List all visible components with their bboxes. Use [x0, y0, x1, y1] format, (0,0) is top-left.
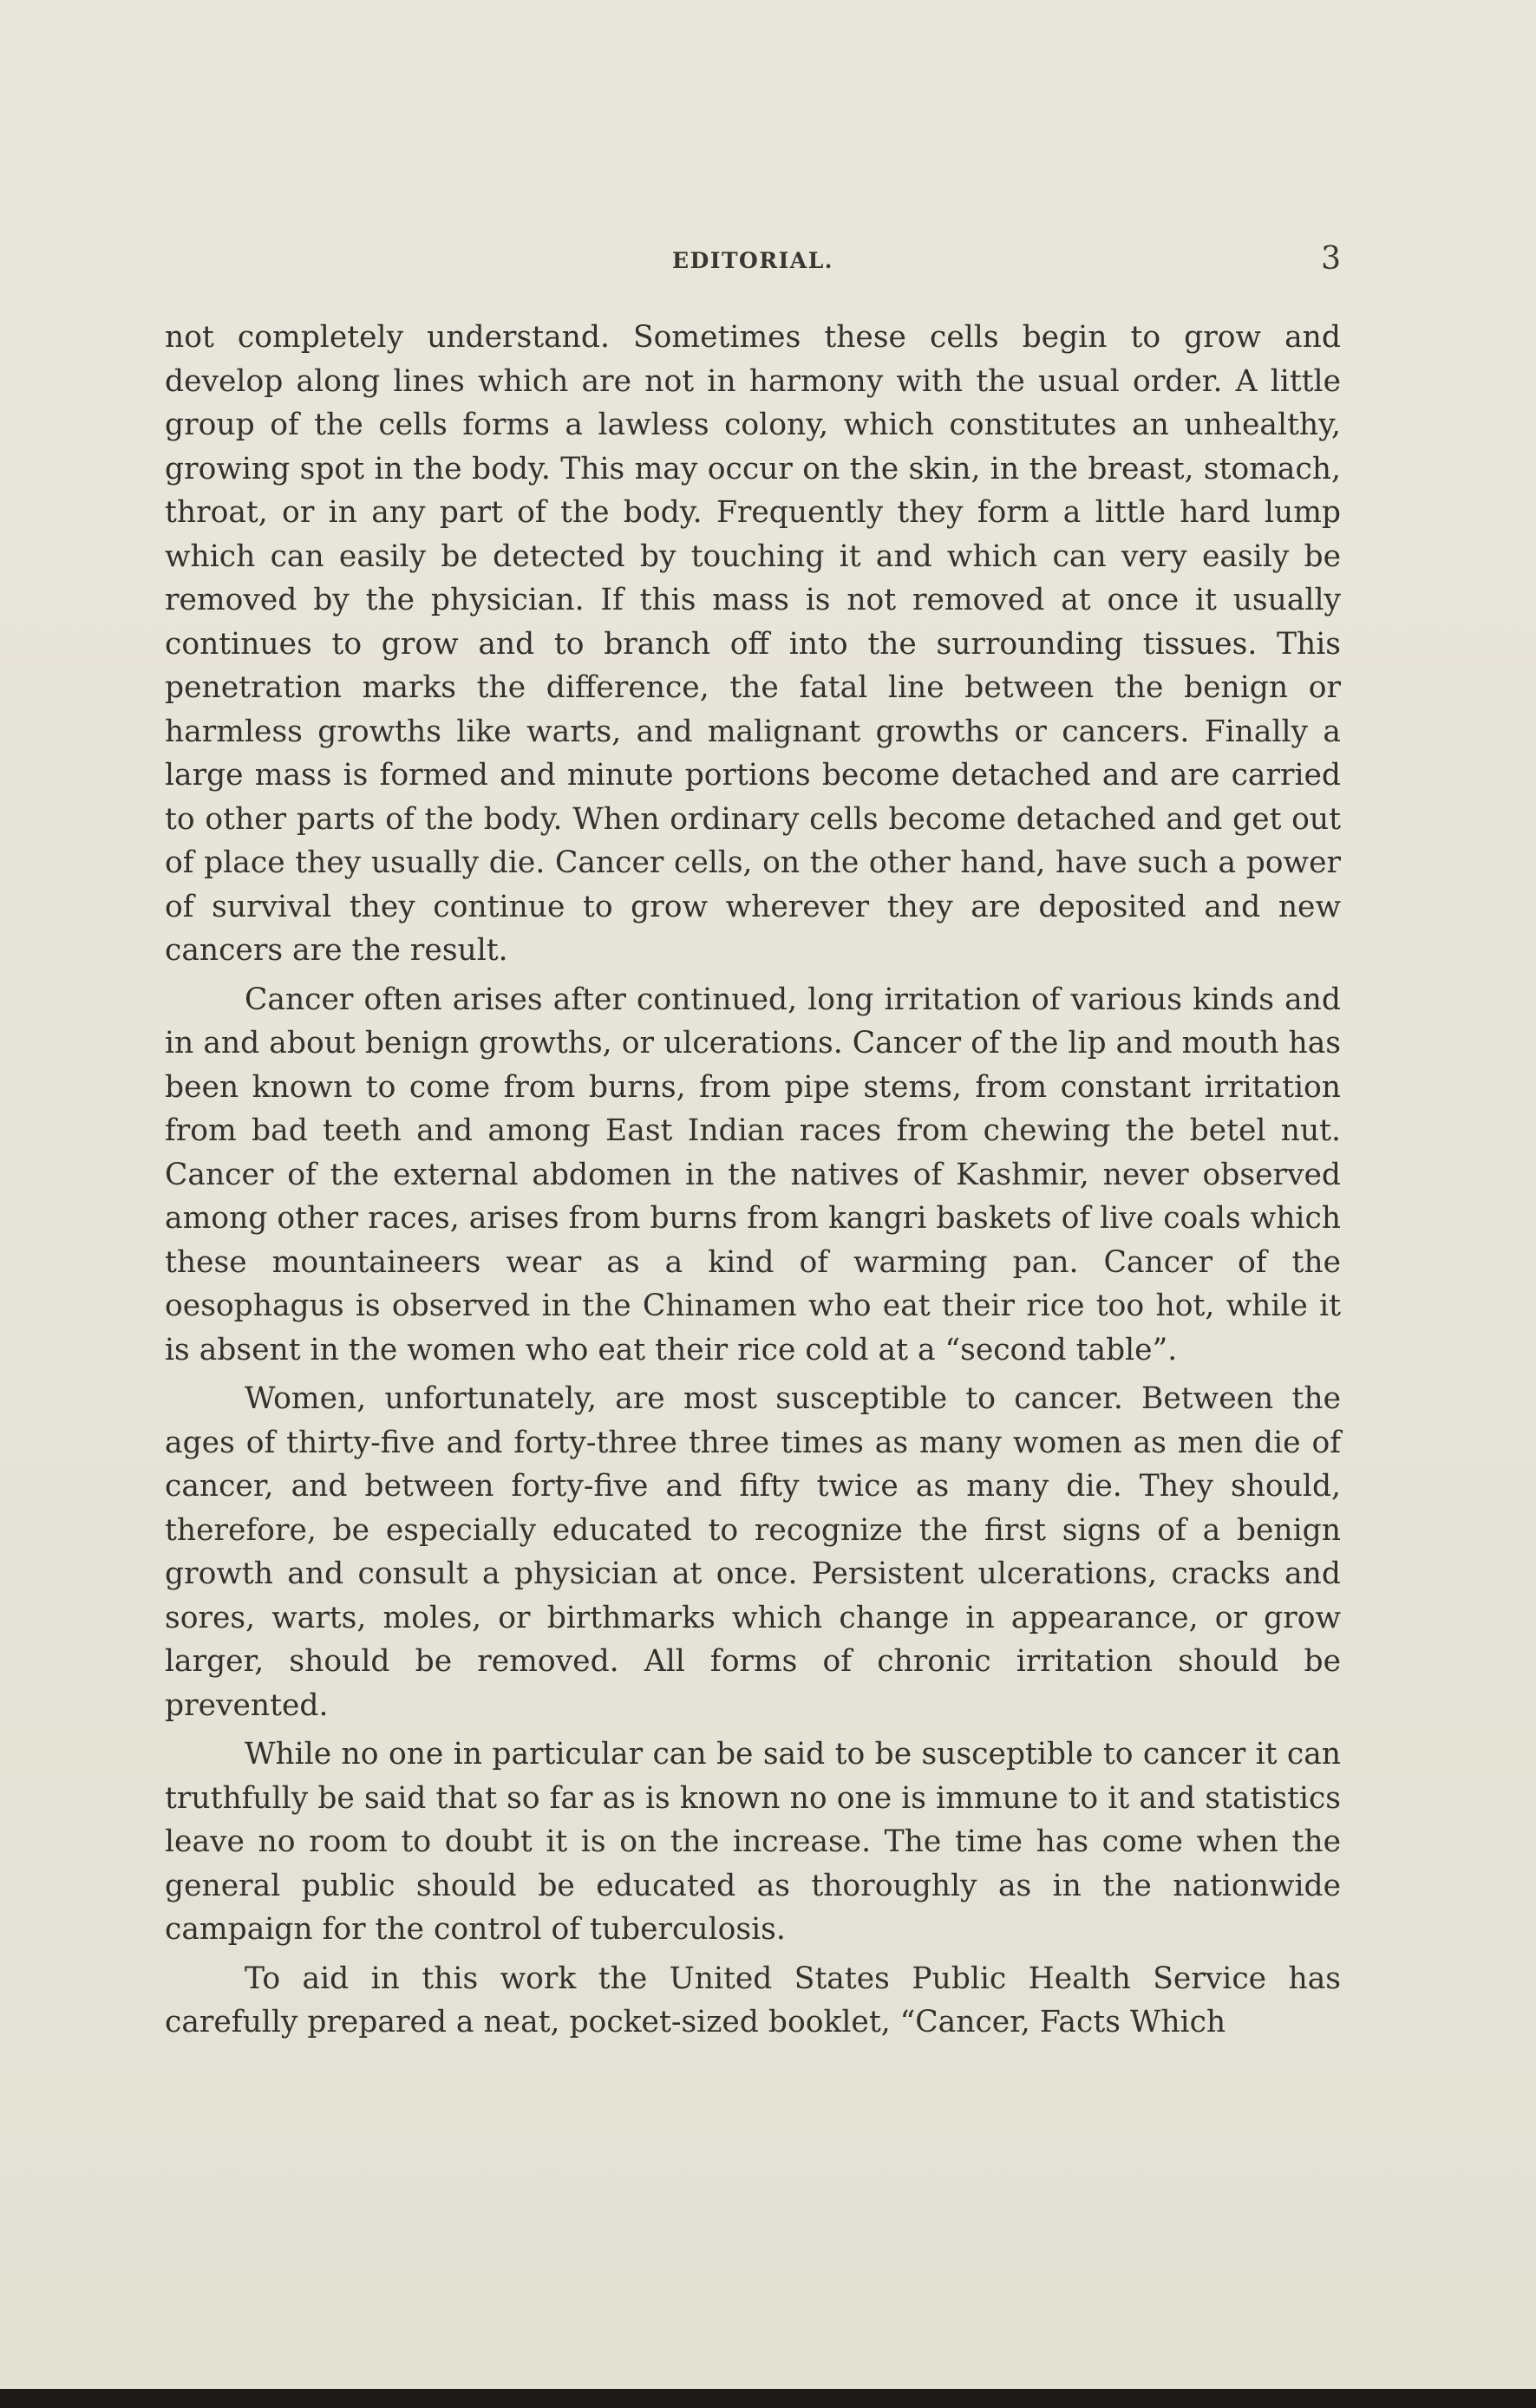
running-head: EDITORIAL.: [672, 248, 833, 273]
page-number: 3: [1321, 241, 1341, 277]
paragraph-5: To aid in this work the United States Public Health Service has carefully prepared a neat, pocket-sized booklet, “Cancer, Facts Which: [165, 1961, 1341, 2039]
paragraph-4: While no one in particular can be said to be susceptible to cancer it can truthfully be said that so far as is known no one is immune to it and statistics leave no room to doubt it is on the increase. The time has come when the general public should be educated as thoroughly as in the nationwide campaign for the control of tuberculosis.: [165, 1737, 1341, 1947]
scan-bottom-edge: [0, 2389, 1536, 2408]
page-header: [165, 241, 1341, 283]
page-body: [165, 316, 1341, 2045]
paragraph-1: not completely understand. Sometimes these cells begin to grow and develop along lines which are not in harmony with the usual order. A little group of the cells forms a lawless colony, which constitutes an unhealthy, growing spot in the body. This may occur on the skin, in the breast, stomach, throat, or in any part of the body. Frequently they form a little hard lump which can easily be detected by touching it and which can very easily be removed by the physician. If this mass is not removed at once it usually continues to grow and to branch off into the surrounding tissues. This penetration marks the difference, the fatal line between the benign or harmless growths like warts, and malignant growths or cancers. Finally a large mass is formed and minute portions become detached and are carried to other parts of the body. When ordinary cells become detached and get out of place they usually die. Cancer cells, on the other hand, have such a power of survival they continue to grow wherever they are deposited and new cancers are the result.: [165, 320, 1341, 968]
paragraph-3: Women, unfortunately, are most susceptible to cancer. Between the ages of thirty-five and forty-three three times as many women as men die of cancer, and between forty-five and fifty twice as many die. They should, therefore, be especially educated to recognize the first signs of a benign growth and consult a physician at once. Persistent ulcerations, cracks and sores, warts, moles, or birthmarks which change in appearance, or grow larger, should be removed. All forms of chronic irritation should be prevented.: [165, 1381, 1341, 1723]
paragraph-2: Cancer often arises after continued, long irritation of various kinds and in and about benign growths, or ulcerations. Cancer of the lip and mouth has been known to come from burns, from pipe stems, from constant irritation from bad teeth and among East Indian races from chewing the betel nut. Cancer of the external abdomen in the natives of Kashmir, never observed among other races, arises from burns from kangri baskets of live coals which these mountaineers wear as a kind of warming pan. Cancer of the oesophagus is observed in the Chinamen who eat their rice too hot, while it is absent in the women who eat their rice cold at a “second table”.: [165, 982, 1341, 1367]
